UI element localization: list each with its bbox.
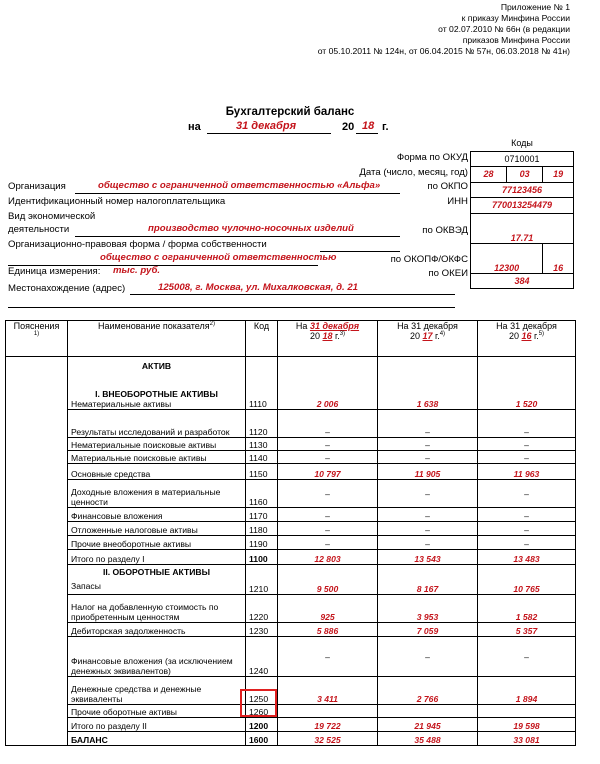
- date-label: Дата (число, месяц, год): [359, 167, 468, 178]
- row-value-prevprev: –: [478, 522, 576, 536]
- row-value-prevprev: [478, 705, 576, 718]
- row-code: 1170: [246, 508, 278, 522]
- org-label: Организация: [8, 181, 66, 192]
- row-value-prev: 8 167: [378, 565, 478, 595]
- balance-table: [5, 320, 576, 746]
- row-code: 1130: [246, 438, 278, 451]
- row-value-prev: 3 953: [378, 595, 478, 623]
- row-name: Нематериальные поисковые активы: [68, 438, 246, 451]
- report-year: 18: [362, 120, 375, 132]
- row-value-prevprev: 1 582: [478, 595, 576, 623]
- org-value: общество с ограниченной ответственностью «Альфа»: [98, 180, 381, 191]
- row-name: Налог на добавленную стоимость по приобретенным ценностям: [68, 595, 246, 623]
- row-value-current: 10 797: [278, 464, 378, 480]
- table-row: [6, 464, 576, 480]
- row-code: 1250: [246, 677, 278, 705]
- okopf-label: по ОКОПФ/ОКФС: [390, 254, 468, 265]
- row-value-current: –: [278, 451, 378, 464]
- row-name: Денежные средства и денежные эквиваленты: [68, 677, 246, 705]
- row-name: Итого по разделу II: [68, 718, 246, 732]
- unit-value: тыс. руб.: [113, 265, 161, 276]
- row-code: 1180: [246, 522, 278, 536]
- okud-label: Форма по ОКУД: [396, 152, 468, 163]
- row-name: Прочие внеоборотные активы: [68, 536, 246, 550]
- row-value-current: 5 886: [278, 623, 378, 637]
- table-row: [6, 536, 576, 550]
- row-value-prev: –: [378, 522, 478, 536]
- table-row: [6, 410, 576, 438]
- row-value-current: –: [278, 480, 378, 508]
- row-code: 1230: [246, 623, 278, 637]
- row-name: Доходные вложения в материальные ценности: [68, 480, 246, 508]
- row-value-prevprev: 5 357: [478, 623, 576, 637]
- row-code: 1110: [246, 357, 278, 410]
- row-name: БАЛАНС: [68, 732, 246, 746]
- okei-code: 384: [471, 273, 574, 289]
- row-value-current: 19 722: [278, 718, 378, 732]
- okei-label: по ОКЕИ: [428, 268, 468, 279]
- table-row: [6, 508, 576, 522]
- appendix-note: [318, 2, 570, 57]
- row-name: Основные средства: [68, 464, 246, 480]
- row-value-current: 3 411: [278, 677, 378, 705]
- table-row: [6, 522, 576, 536]
- inn-label: ИНН: [447, 196, 468, 207]
- row-code: 1140: [246, 451, 278, 464]
- row-value-prev: –: [378, 536, 478, 550]
- table-row: [6, 705, 576, 718]
- okud-code: 0710001: [471, 151, 574, 167]
- row-value-prev: [378, 705, 478, 718]
- row-value-prev: 7 059: [378, 623, 478, 637]
- row-value-prev: 21 945: [378, 718, 478, 732]
- row-name: Финансовые вложения: [68, 508, 246, 522]
- row-value-current: 12 803: [278, 550, 378, 565]
- row-value-prev: –: [378, 508, 478, 522]
- row-value-prevprev: 13 483: [478, 550, 576, 565]
- row-name: Отложенные налоговые активы: [68, 522, 246, 536]
- row-value-prevprev: –: [478, 536, 576, 550]
- inn-full-label: Идентификационный номер налогоплательщика: [8, 196, 226, 207]
- table-row: [6, 595, 576, 623]
- appendix-line: от 02.07.2010 № 66н (в редакции: [438, 24, 570, 34]
- col-notes-header: Пояснения $^{1)}$: [6, 321, 68, 357]
- row-name: Дебиторская задолженность: [68, 623, 246, 637]
- address-underline-1: [130, 294, 455, 295]
- appendix-line: Приложение № 1: [500, 2, 570, 12]
- row-value-prev: 35 488: [378, 732, 478, 746]
- row-value-prev: –: [378, 451, 478, 464]
- col-current-header: На 31 декабря 20 18 г.$^{3)}$: [278, 321, 378, 357]
- row-value-prev: 1 638: [378, 357, 478, 410]
- col-prev-header: На 31 декабря 20 17 г.$^{4)}$: [378, 321, 478, 357]
- inn-code: 770013254479: [471, 198, 574, 214]
- okpo-label: по ОКПО: [427, 181, 468, 192]
- highlight-box: [240, 689, 277, 717]
- row-value-current: –: [278, 410, 378, 438]
- document-title: Бухгалтерский баланс: [225, 106, 355, 118]
- year-prefix: 20: [342, 121, 355, 133]
- row-value-current: 32 525: [278, 732, 378, 746]
- row-code: 1120: [246, 410, 278, 438]
- row-value-current: 9 500: [278, 565, 378, 595]
- okved-label: по ОКВЭД: [422, 225, 468, 236]
- table-row: [6, 732, 576, 746]
- form-label: Организационно-правовая форма / форма собственности: [8, 239, 267, 250]
- col-code-header: Код: [246, 321, 278, 357]
- col-name-header: Наименование показателя$^{2)}$: [68, 321, 246, 357]
- codes-header: Коды: [471, 136, 574, 151]
- date-prefix: на: [188, 121, 201, 133]
- row-code: 1190: [246, 536, 278, 550]
- table-row: [6, 677, 576, 705]
- date-day: 28: [471, 167, 507, 183]
- unit-label: Единица измерения:: [8, 266, 101, 277]
- row-name: Прочие оборотные активы: [68, 705, 246, 718]
- appendix-line: к приказу Минфина России: [461, 13, 570, 23]
- row-name: Результаты исследований и разработок: [68, 410, 246, 438]
- table-row: [6, 623, 576, 637]
- row-code: 1240: [246, 637, 278, 677]
- row-value-prev: 2 766: [378, 677, 478, 705]
- row-value-prevprev: 1 894: [478, 677, 576, 705]
- date-underline: [207, 133, 331, 134]
- date-month: 03: [507, 167, 543, 183]
- row-value-prevprev: –: [478, 438, 576, 451]
- row-code: 1200: [246, 718, 278, 732]
- okved-code: 17.71: [471, 213, 574, 243]
- section1-heading: АКТИВ I. ВНЕОБОРОТНЫЕ АКТИВЫ Нематериальные активы: [68, 357, 246, 410]
- row-value-prev: –: [378, 480, 478, 508]
- row-name: Итого по разделу I: [68, 550, 246, 565]
- address-underline-2: [8, 307, 455, 308]
- section2-heading: II. ОБОРОТНЫЕ АКТИВЫ Запасы: [68, 565, 246, 595]
- row-value-prev: –: [378, 637, 478, 677]
- codes-table: [470, 136, 574, 289]
- row-value-prev: –: [378, 438, 478, 451]
- activity-label-2: деятельности: [8, 224, 70, 235]
- address-value: 125008, г. Москва, ул. Михалковская, д. 21: [158, 282, 359, 293]
- row-value-prevprev: –: [478, 480, 576, 508]
- row-name: Материальные поисковые активы: [68, 451, 246, 464]
- row-code: 1260: [246, 705, 278, 718]
- row-value-current: [278, 705, 378, 718]
- row-value-prevprev: 33 081: [478, 732, 576, 746]
- row-name: Финансовые вложения (за исключением денежных эквивалентов): [68, 637, 246, 677]
- row-code: 1160: [246, 480, 278, 508]
- row-value-current: –: [278, 508, 378, 522]
- table-row: [6, 565, 576, 595]
- activity-value: производство чулочно-носочных изделий: [148, 223, 354, 234]
- col-prevprev-header: На 31 декабря 20 16 г.$^{5)}$: [478, 321, 576, 357]
- row-value-prev: 13 543: [378, 550, 478, 565]
- notes-column: [6, 357, 68, 746]
- table-row: [6, 550, 576, 565]
- org-underline: [75, 193, 400, 194]
- row-code: 1220: [246, 595, 278, 623]
- row-value-prevprev: –: [478, 508, 576, 522]
- table-row: [6, 637, 576, 677]
- year-underline: [356, 133, 378, 134]
- row-value-current: –: [278, 438, 378, 451]
- row-value-prevprev: 1 520: [478, 357, 576, 410]
- row-value-prevprev: 11 963: [478, 464, 576, 480]
- table-row: [6, 451, 576, 464]
- okopf-code: 12300: [471, 243, 543, 273]
- form-value: общество с ограниченной ответственностью: [100, 252, 337, 263]
- row-value-prevprev: –: [478, 451, 576, 464]
- row-value-prevprev: 10 765: [478, 565, 576, 595]
- appendix-line: приказов Минфина России: [462, 35, 570, 45]
- row-code: 1210: [246, 565, 278, 595]
- row-value-prevprev: –: [478, 637, 576, 677]
- table-row: [6, 480, 576, 508]
- row-value-current: 925: [278, 595, 378, 623]
- appendix-line: от 05.10.2011 № 124н, от 06.04.2015 № 57н, 06.03.2018 № 41н): [317, 46, 570, 56]
- okpo-code: 77123456: [471, 182, 574, 198]
- table-row: [6, 438, 576, 451]
- activity-label-1: Вид экономической: [8, 211, 96, 222]
- okfs-code: 16: [543, 243, 574, 273]
- row-code: 1150: [246, 464, 278, 480]
- date-year: 19: [543, 167, 574, 183]
- table-row: [6, 718, 576, 732]
- row-value-prevprev: –: [478, 410, 576, 438]
- activity-underline: [75, 236, 400, 237]
- report-date: 31 декабря: [236, 120, 297, 132]
- row-code: 1100: [246, 550, 278, 565]
- address-label: Местонахождение (адрес): [8, 283, 126, 294]
- row-value-current: –: [278, 536, 378, 550]
- row-value-prev: –: [378, 410, 478, 438]
- year-suffix: г.: [382, 121, 389, 133]
- row-value-current: –: [278, 522, 378, 536]
- row-code: 1600: [246, 732, 278, 746]
- row-value-prevprev: 19 598: [478, 718, 576, 732]
- row-value-current: 2 006: [278, 357, 378, 410]
- row-value-prev: 11 905: [378, 464, 478, 480]
- row-value-current: –: [278, 637, 378, 677]
